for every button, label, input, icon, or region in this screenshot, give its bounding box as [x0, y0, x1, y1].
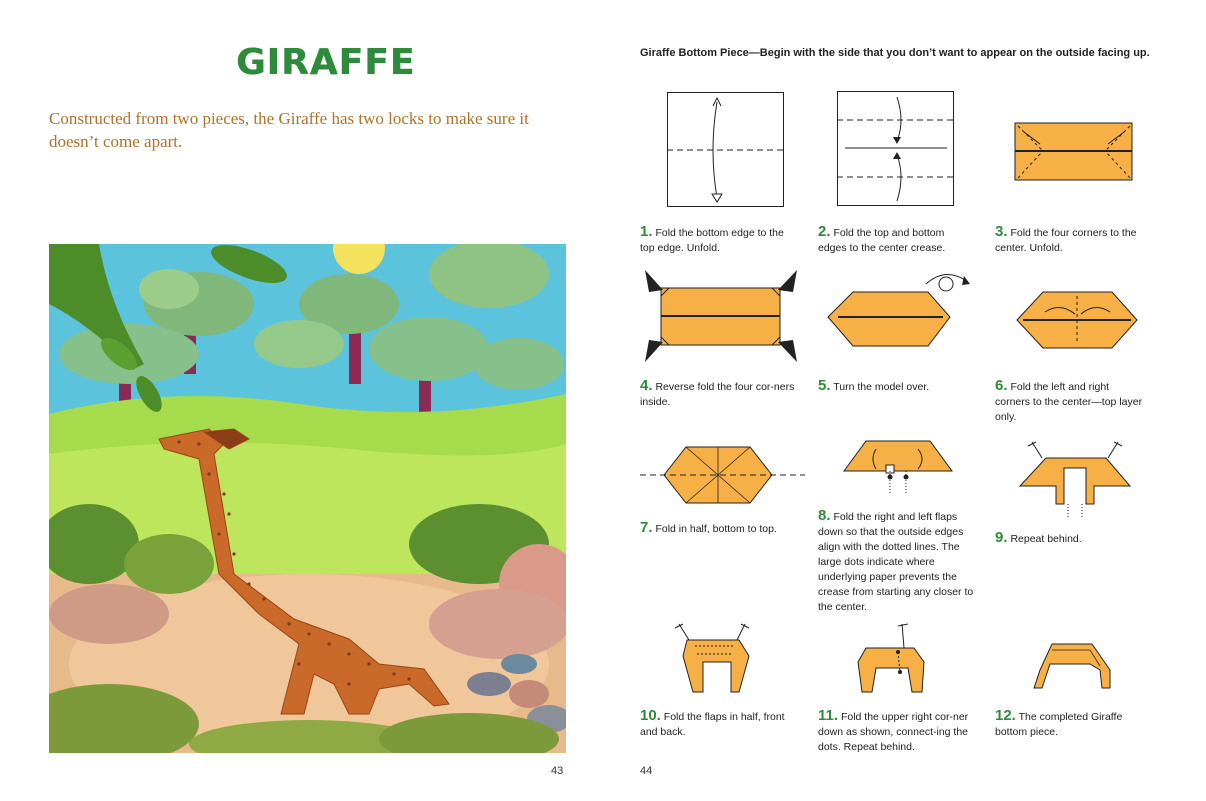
step-number: 9.	[995, 529, 1008, 546]
flaps-half-diagram	[675, 622, 755, 696]
step-1	[640, 224, 800, 256]
step-number: 4.	[640, 377, 653, 394]
flaps-down-diagram	[840, 437, 955, 497]
step-number: 12.	[995, 707, 1016, 724]
step-10	[640, 708, 800, 740]
step-number: 2.	[818, 223, 831, 240]
step-3	[995, 224, 1170, 256]
step-text: Fold the four corners to the center. Unfold.	[995, 227, 1137, 254]
completed-piece-diagram	[1030, 640, 1120, 696]
turn-over-diagram	[828, 272, 978, 352]
section-header: Giraffe Bottom Piece—Begin with the side that you don’t want to appear on the outside facing up.	[640, 47, 1150, 59]
intro-text: Constructed from two pieces, the Giraffe has two locks to make sure it doesn’t come apart.	[49, 109, 529, 151]
corner-down-diagram	[852, 622, 932, 696]
step-number: 5.	[818, 377, 831, 394]
step-text: Reverse fold the four cor-ners inside.	[640, 381, 795, 408]
step-number: 6.	[995, 377, 1008, 394]
step-text: Fold in half, bottom to top.	[655, 523, 777, 535]
step-number: 3.	[995, 223, 1008, 240]
step-number: 11.	[818, 707, 839, 724]
step-number: 8.	[818, 507, 831, 524]
page-number-right: 44	[640, 765, 653, 777]
step-text: Fold the top and bottom edges to the center crease.	[818, 227, 946, 254]
step-12	[995, 708, 1155, 740]
step-text: Fold the flaps in half, front and back.	[640, 711, 785, 738]
step-text: Fold the right and left flaps down so that the outside edges align with the dotted lines. The large dots indicate where underlying paper prevents the crease from starting any closer to the center.	[818, 511, 974, 613]
step-number: 1.	[640, 223, 653, 240]
reverse-fold-diagram	[645, 270, 805, 364]
step-6	[995, 378, 1145, 425]
step-11	[818, 708, 978, 755]
page-number-left: 43	[551, 765, 564, 777]
step-7	[640, 520, 815, 537]
edges-to-center-diagram	[837, 91, 955, 207]
step-text: Fold the bottom edge to the top edge. Unfold.	[640, 227, 784, 254]
fold-half-diagram	[640, 445, 805, 505]
page-title: GIRAFFE	[236, 42, 416, 83]
step-5	[818, 378, 978, 395]
square-fold-diagram	[667, 92, 785, 208]
hexagon-fold-diagram	[1015, 290, 1140, 352]
step-9	[995, 530, 1145, 547]
step-8	[818, 508, 983, 615]
step-text: Fold the upper right cor-ner down as shown, connect-ing the dots. Repeat behind.	[818, 711, 969, 753]
corners-fold-diagram	[1014, 122, 1134, 182]
repeat-behind-diagram	[1018, 440, 1133, 520]
step-number: 10.	[640, 707, 661, 724]
step-number: 7.	[640, 519, 653, 536]
step-4	[640, 378, 800, 410]
step-text: Repeat behind.	[1010, 533, 1082, 545]
step-text: Turn the model over.	[833, 381, 930, 393]
step-text: The completed Giraffe bottom piece.	[995, 711, 1123, 738]
step-text: Fold the left and right corners to the center—top layer only.	[995, 381, 1143, 423]
step-2	[818, 224, 973, 256]
giraffe-photo	[49, 244, 566, 753]
